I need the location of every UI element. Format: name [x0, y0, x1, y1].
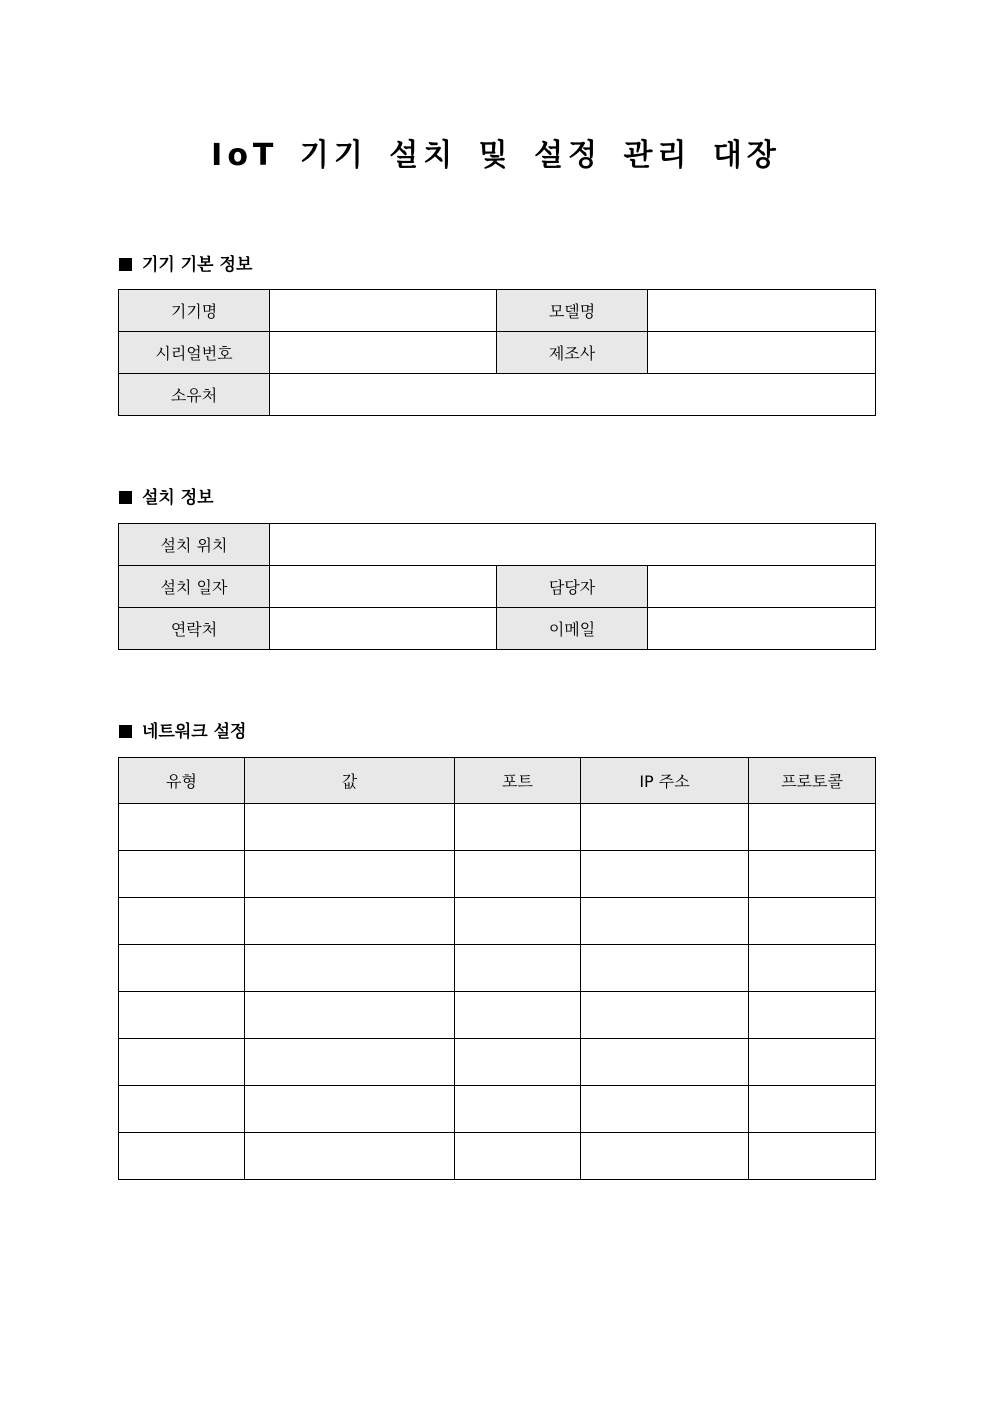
type-cell[interactable] — [119, 898, 245, 945]
install-date-label: 설치 일자 — [119, 566, 270, 608]
protocol-cell[interactable] — [749, 1133, 876, 1180]
section-heading-network-label: 네트워크 설정 — [142, 722, 247, 742]
table-row — [119, 524, 876, 566]
value-cell[interactable] — [245, 804, 455, 851]
port-cell[interactable] — [455, 898, 581, 945]
type-cell[interactable] — [119, 945, 245, 992]
type-cell[interactable] — [119, 804, 245, 851]
page-title: IoT 기기 설치 및 설정 관리 대장 — [211, 138, 781, 173]
column-header-value: 값 — [245, 758, 455, 804]
table-header-row — [119, 758, 876, 804]
table-row — [119, 374, 876, 416]
value-cell[interactable] — [245, 898, 455, 945]
ip-address-cell[interactable] — [581, 992, 749, 1039]
contact-field[interactable] — [270, 608, 497, 650]
device-name-label: 기기명 — [119, 290, 270, 332]
network-rows — [119, 804, 876, 1180]
ip-address-cell[interactable] — [581, 1039, 749, 1086]
value-cell[interactable] — [245, 1133, 455, 1180]
table-row — [119, 804, 876, 851]
email-field[interactable] — [648, 608, 876, 650]
protocol-cell[interactable] — [749, 945, 876, 992]
model-name-field[interactable] — [648, 290, 876, 332]
table-row — [119, 332, 876, 374]
install-date-field[interactable] — [270, 566, 497, 608]
table-row — [119, 945, 876, 992]
type-cell[interactable] — [119, 1086, 245, 1133]
install-location-field[interactable] — [270, 524, 876, 566]
table-row — [119, 608, 876, 650]
basic-info-table — [118, 289, 876, 416]
ip-address-cell[interactable] — [581, 945, 749, 992]
install-info-table — [118, 523, 876, 650]
port-cell[interactable] — [455, 945, 581, 992]
owner-label: 소유처 — [119, 374, 270, 416]
table-row — [119, 290, 876, 332]
table-row — [119, 851, 876, 898]
protocol-cell[interactable] — [749, 898, 876, 945]
table-row — [119, 1086, 876, 1133]
protocol-cell[interactable] — [749, 1086, 876, 1133]
table-row — [119, 992, 876, 1039]
value-cell[interactable] — [245, 945, 455, 992]
protocol-cell[interactable] — [749, 992, 876, 1039]
port-cell[interactable] — [455, 1086, 581, 1133]
ip-address-cell[interactable] — [581, 851, 749, 898]
type-cell[interactable] — [119, 992, 245, 1039]
protocol-cell[interactable] — [749, 804, 876, 851]
section-heading-basic — [119, 253, 252, 277]
table-row — [119, 566, 876, 608]
owner-field[interactable] — [270, 374, 876, 416]
ip-address-cell[interactable] — [581, 1086, 749, 1133]
square-bullet-icon — [119, 725, 132, 738]
ip-address-cell[interactable] — [581, 1133, 749, 1180]
serial-number-field[interactable] — [270, 332, 497, 374]
port-cell[interactable] — [455, 1133, 581, 1180]
serial-number-label: 시리얼번호 — [119, 332, 270, 374]
ip-address-cell[interactable] — [581, 898, 749, 945]
table-row — [119, 1039, 876, 1086]
protocol-cell[interactable] — [749, 1039, 876, 1086]
table-row — [119, 898, 876, 945]
column-header-type: 유형 — [119, 758, 245, 804]
value-cell[interactable] — [245, 1039, 455, 1086]
square-bullet-icon — [119, 258, 132, 271]
network-settings-table — [118, 757, 876, 1180]
port-cell[interactable] — [455, 1039, 581, 1086]
column-header-protocol: 프로토콜 — [749, 758, 876, 804]
ip-address-cell[interactable] — [581, 804, 749, 851]
manufacturer-field[interactable] — [648, 332, 876, 374]
manager-field[interactable] — [648, 566, 876, 608]
protocol-cell[interactable] — [749, 851, 876, 898]
table-row — [119, 1133, 876, 1180]
port-cell[interactable] — [455, 992, 581, 1039]
manager-label: 담당자 — [497, 566, 648, 608]
port-cell[interactable] — [455, 804, 581, 851]
install-location-label: 설치 위치 — [119, 524, 270, 566]
square-bullet-icon — [119, 491, 132, 504]
email-label: 이메일 — [497, 608, 648, 650]
manufacturer-label: 제조사 — [497, 332, 648, 374]
value-cell[interactable] — [245, 1086, 455, 1133]
value-cell[interactable] — [245, 851, 455, 898]
model-name-label: 모델명 — [497, 290, 648, 332]
type-cell[interactable] — [119, 851, 245, 898]
type-cell[interactable] — [119, 1133, 245, 1180]
column-header-port: 포트 — [455, 758, 581, 804]
device-name-field[interactable] — [270, 290, 497, 332]
section-heading-basic-label: 기기 기본 정보 — [142, 255, 253, 275]
section-heading-install — [119, 486, 214, 510]
contact-label: 연락처 — [119, 608, 270, 650]
value-cell[interactable] — [245, 992, 455, 1039]
column-header-ip-address: IP 주소 — [581, 758, 749, 804]
section-heading-install-label: 설치 정보 — [142, 488, 214, 508]
port-cell[interactable] — [455, 851, 581, 898]
section-heading-network — [119, 720, 246, 744]
type-cell[interactable] — [119, 1039, 245, 1086]
